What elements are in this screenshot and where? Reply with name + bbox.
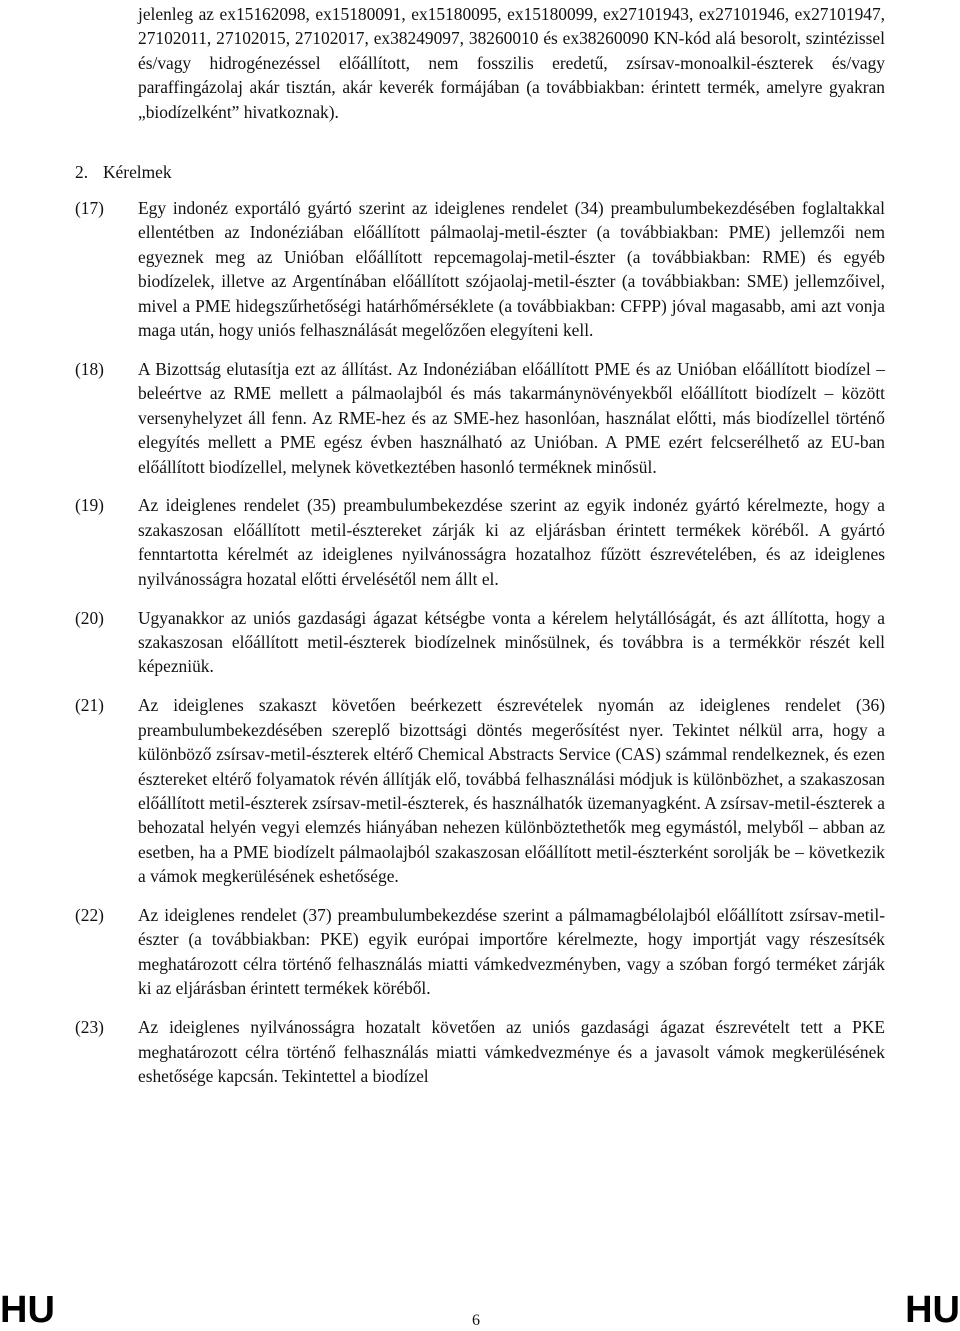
paragraph-text: Az ideiglenes nyilvánosságra hozatalt követően az uniós gazdasági ágazat észrevételt tett a PKE meghatározott célra történő felhasználás miatti vámkedvezménye és a javasolt vámok megkerülésének eshetősége kapcsán. Tekintettel a biodízel [138, 1017, 885, 1086]
paragraph-text: Az ideiglenes rendelet (35) preambulumbekezdése szerint az egyik indonéz gyártó kérelmezte, hogy a szakaszosan előállított metil-észtereket zárják ki az eljárásban érintett termékek köréből. A gyártó fenntartotta kérelmét az ideiglenes nyilvánosságra hozatalhoz fűzött észrevételében, és az ideiglenes nyilvánosságra hozatal előtti érvelésétől nem állt el. [138, 495, 885, 589]
page-number: 6 [472, 1312, 480, 1329]
language-code-left: HU [0, 1289, 55, 1331]
paragraph-number: (20) [75, 607, 104, 628]
section-heading [75, 160, 172, 184]
paragraph-number: (21) [75, 695, 104, 716]
paragraph-21 [75, 693, 885, 888]
paragraph-text: Egy indonéz exportáló gyártó szerint az ideiglenes rendelet (34) preambulumbekezdésében foglaltakkal ellentétben az Indonéziában előállított pálmaolaj-metil-észter (a továbbiakban: PME) jellemzői nem egyeznek meg az Unióban előállított repcemagolaj-metil-észter (a továbbiakban: RME) és egyéb biodízelek, illetve az Argentínában előállított szójaolaj-metil-észter (a továbbiakban: SME) jellemzőivel, mivel a PME hidegszűrhetőségi határhőmérséklete (a továbbiakban: CFPP) jóval magasabb, ami azt vonja maga után, hogy uniós felhasználását megelőzően elegyíteni kell. [138, 198, 885, 341]
section-title: Kérelmek [103, 162, 172, 182]
section-number: 2. [75, 162, 89, 182]
paragraph-22 [75, 903, 885, 1001]
paragraph-number: (17) [75, 198, 104, 218]
paragraph-text: A Bizottság elutasítja ezt az állítást. Az Indonéziában előállított PME és az Unióban előállított biodízel ‒ beleértve az RME mellett a pálmaolajból és más takarmánynövényekből előállított biodízelt ‒ között versenyhelyzet áll fenn. Az RME-hez és az SME-hez hasonlóan, használat előtti, más biodízellel történő elegyítés mellett a PME egész évben használható az Unióban. A PME ezért felcserélhető az EU-ban előállított biodízellel, melynek következtében hasonló terméknek minősül. [138, 358, 885, 477]
intro-paragraph: jelenleg az ex15162098, ex15180091, ex15180095, ex15180099, ex27101943, ex27101946, ex27101947, 27102011, 27102015, 27102017, ex38249097, 38260010 és ex38260090 KN-kód alá besorolt, szintézissel és/vagy hidrogénezéssel előállított, nem fosszilis eredetű, zsírsav-monoalkil-észterek és/vagy paraffingázolaj akár tisztán, akár keverék formájában (a továbbiakban: érintett termék, amelyre gyakran „biodízelként” hivatkoznak). [138, 4, 885, 122]
paragraph-17 [75, 196, 885, 342]
paragraph-number: (19) [75, 495, 104, 516]
paragraph-20 [75, 606, 885, 679]
paragraph-text: Az ideiglenes szakaszt követően beérkezett észrevételek nyomán az ideiglenes rendelet (36) preambulumbekezdésében szereplő bizottsági döntés megerősítést nyer. Tekintet nélkül arra, hogy a különböző zsírsav-metil-észterek eltérő Chemical Abstracts Service (CAS) számmal rendelkeznek, és ezen észtereket eltérő folyamatok révén állítják elő, továbbá felhasználási módjuk is különbözhet, a szakaszosan előállított metil-észterek zsírsav-metil-észterek, és használhatók üzemanyagként. A zsírsav-metil-észterek a behozatal helyén vegyi elemzés hiányában nehezen különböztethetők meg egymástól, melyből ‒ abban az esetben, ha a PME biodízelt pálmaolajból szakaszosan előállított metil-észterként sorolják be ‒ következik a vámok megkerülésének eshetősége. [138, 695, 885, 887]
paragraph-18 [75, 357, 885, 479]
paragraph-number: (23) [75, 1017, 104, 1038]
page-footer [0, 1290, 960, 1330]
language-code-right: HU [905, 1289, 960, 1331]
paragraph-number: (22) [75, 905, 104, 926]
paragraph-19 [75, 493, 885, 591]
paragraph-text: Ugyanakkor az uniós gazdasági ágazat kétségbe vonta a kérelem helytállóságát, és azt állította, hogy a szakaszosan előállított metil-észterek biodízelnek minősülnek, és továbbra is a termékkör részét kell képezniük. [138, 607, 885, 677]
paragraph-text: Az ideiglenes rendelet (37) preambulumbekezdése szerint a pálmamagbélolajból előállított zsírsav-metil-észter (a továbbiakban: PKE) egyik európai importőre kérelmezte, hogy importját vagy részesítsék meghatározott célra történő felhasználás miatti vámkedvezményben, vagy a szóban forgó terméket zárják ki az eljárásban érintett termékek köréből. [138, 905, 885, 999]
paragraph-23 [75, 1015, 885, 1088]
paragraph-number: (18) [75, 358, 104, 379]
paragraph-list [75, 196, 885, 1103]
